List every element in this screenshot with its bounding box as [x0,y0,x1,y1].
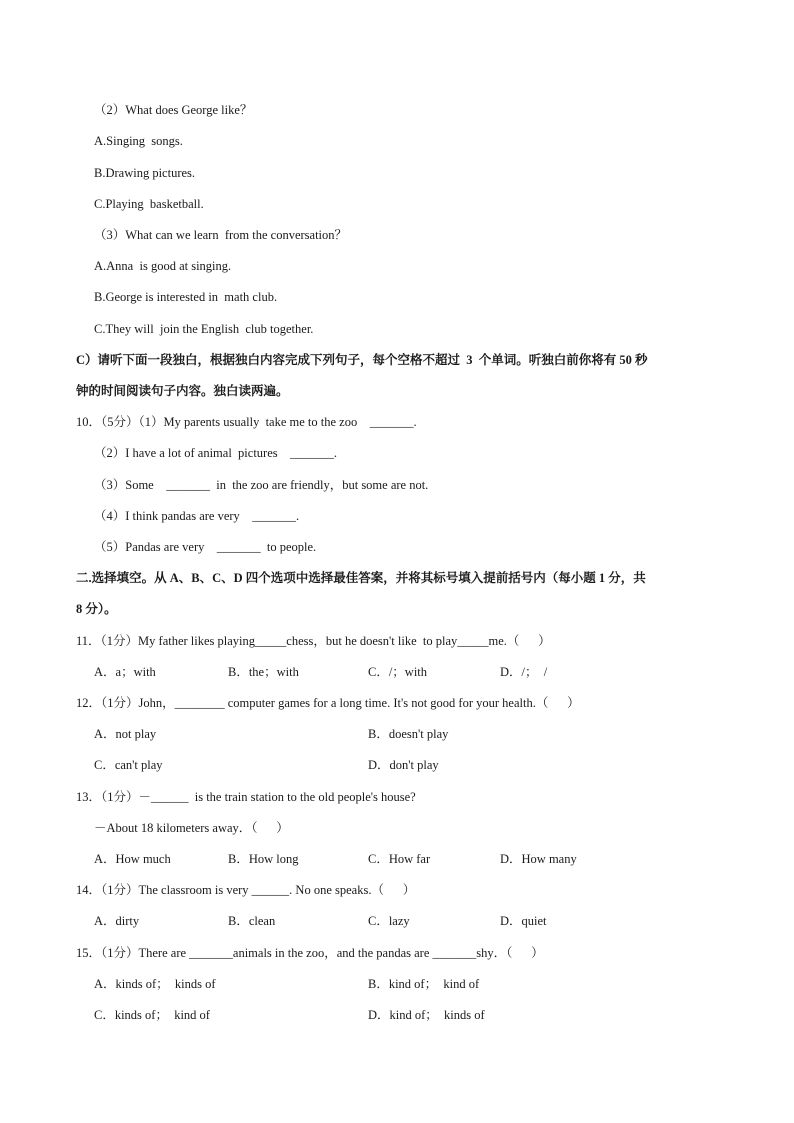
question-13-response: －About 18 kilometers away．（ ） [94,821,289,835]
option-a: A．How much [94,852,171,866]
question-15-stem: 15．（1分）There are _______animals in the zoo，and the pandas are _______shy．（ ） [76,946,544,960]
option-b: B．the；with [228,665,299,679]
option-c: C.Playing basketball. [94,197,204,211]
option-b: B．doesn't play [368,727,449,741]
option-d: D．/； / [500,665,548,679]
option-a: A.Anna is good at singing. [94,259,232,273]
fill-item-4: （4）I think pandas are very _______. [94,509,300,523]
option-b: B．clean [228,914,276,928]
question-13-stem: 13．（1分）－______ is the train station to the old people's house? [76,790,416,804]
option-b: B.Drawing pictures. [94,166,196,180]
option-c: C．kinds of； kind of [94,1008,210,1022]
section-c-instruction: C）请听下面一段独白，根据独白内容完成下列句子，每个空格不超过 3 个单词。听独白前你将有 50 秒 [76,353,648,367]
fill-item-3: （3）Some _______ in the zoo are friendly，but some are not. [94,478,429,492]
question-12-stem: 12．（1分）John，________ computer games for a long time. It's not good for your health.（ ） [76,696,580,710]
option-d: D．quiet [500,914,547,928]
option-b: B.George is interested in math club. [94,290,278,304]
fill-item-2: （2）I have a lot of animal pictures _______. [94,446,337,460]
option-a: A．kinds of； kinds of [94,977,216,991]
option-a: A．dirty [94,914,140,928]
option-c: C．can't play [94,758,163,772]
option-c: C．How far [368,852,431,866]
option-c: C．lazy [368,914,410,928]
option-c: C．/；with [368,665,428,679]
question-2-stem: （2）What does George like？ [94,103,253,117]
option-c: C.They will join the English club together. [94,322,314,336]
option-b: B．How long [228,852,299,866]
question-11-stem: 11．（1分）My father likes playing_____chess，but he doesn't like to play_____me.（ ） [76,634,551,648]
option-a: A.Singing songs. [94,134,183,148]
option-a: A．a；with [94,665,156,679]
question-3-stem: （3）What can we learn from the conversation？ [94,228,348,242]
option-d: D．How many [500,852,577,866]
fill-item-5: （5）Pandas are very _______ to people. [94,540,317,554]
option-b: B．kind of； kind of [368,977,480,991]
option-d: D．kind of； kinds of [368,1008,485,1022]
question-10-stem: 10．（5分）（1）My parents usually take me to the zoo _______. [76,415,417,429]
option-a: A．not play [94,727,157,741]
part-2-heading-cont: 8 分）。 [76,602,117,616]
section-c-instruction-cont: 钟的时间阅读句子内容。独白读两遍。 [76,384,289,398]
question-14-stem: 14．（1分）The classroom is very ______. No one speaks.（ ） [76,883,416,897]
option-d: D．don't play [368,758,439,772]
part-2-heading: 二.选择填空。从 A、B、C、D 四个选项中选择最佳答案，并将其标号填入提前括号内（每小题 1 分，共 [76,571,646,585]
